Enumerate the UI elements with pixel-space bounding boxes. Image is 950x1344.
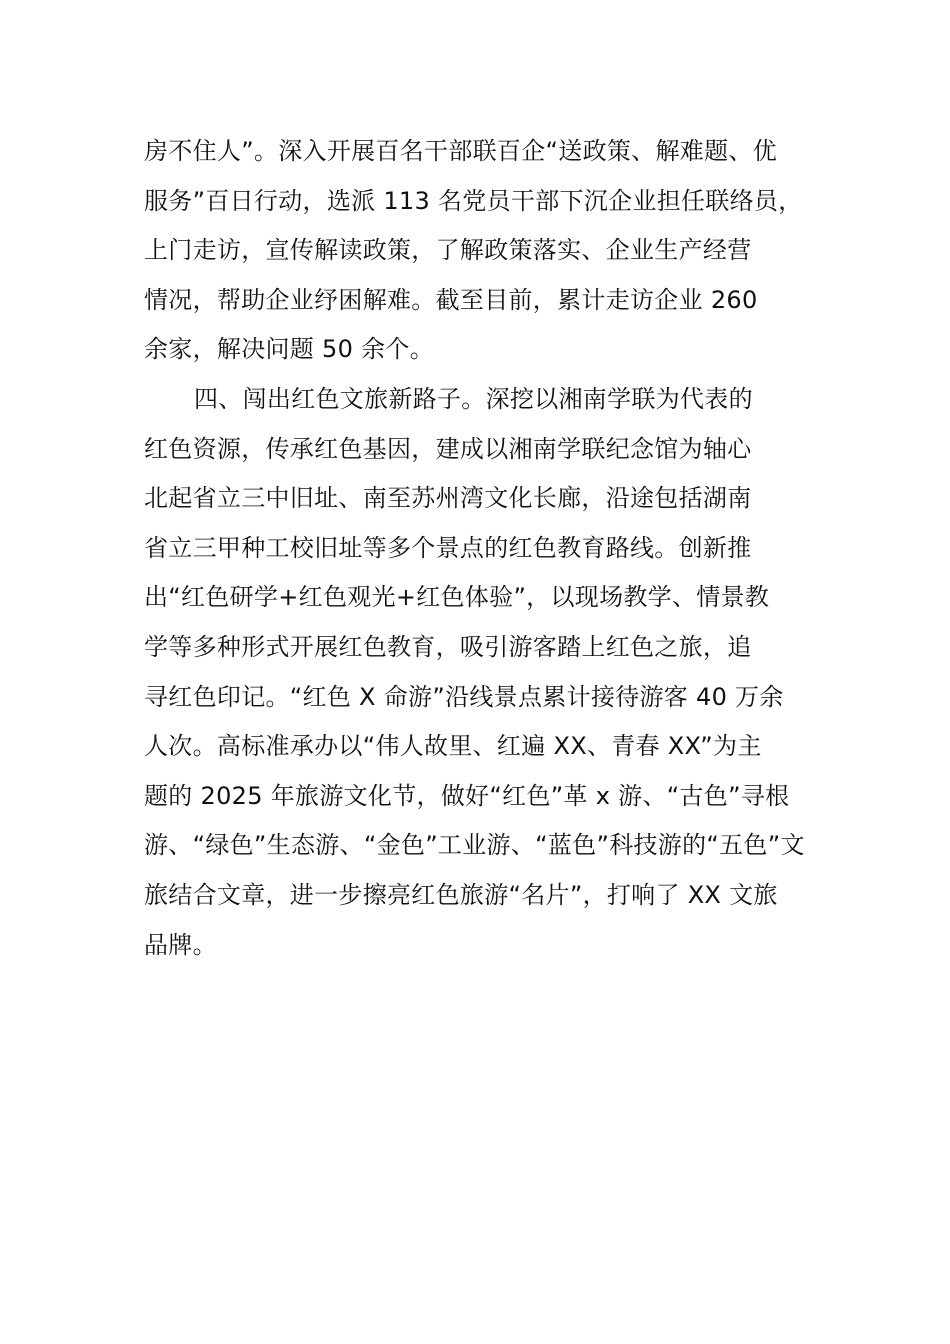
text-line: 人次。高标准承办以“伟人故里、红遍 XX、青春 XX”为主 (144, 732, 762, 761)
text-line: 服务”百日行动，选派 113 名党员干部下沉企业担任联络员， (144, 186, 803, 215)
body-text (144, 127, 834, 970)
text-line: 省立三甲种工校旧址等多个景点的红色教育路线。创新推 (144, 533, 752, 562)
text-line: 房不住人”。深入开展百名干部联百企“送政策、解难题、优 (144, 137, 777, 165)
text-line: 题的 2025 年旅游文化节，做好“红色”革 x 游、“古色”寻根 (144, 781, 790, 810)
paragraph-policy-service (144, 127, 834, 375)
text-line: 出“红色研学+红色观光+红色体验”，以现场教学、情景教 (144, 583, 770, 612)
text-line: 游、“绿色”生态游、“金色”工业游、“蓝色”科技游的“五色”文 (144, 831, 805, 860)
text-line: 学等多种形式开展红色教育，吸引游客踏上红色之旅，追 (144, 632, 752, 661)
text-line: 四、闯出红色文旅新路子。深挖以湘南学联为代表的 (194, 384, 753, 413)
text-line: 品牌。 (144, 930, 217, 959)
text-line: 上门走访，宣传解读政策，了解政策落实、企业生产经营 (144, 236, 752, 265)
text-line: 情况，帮助企业纾困解难。截至目前，累计走访企业 260 (144, 285, 758, 314)
text-line: 余家，解决问题 50 余个。 (144, 335, 434, 364)
text-line: 红色资源，传承红色基因，建成以湘南学联纪念馆为轴心 (144, 434, 752, 463)
paragraph-red-tourism (144, 375, 834, 970)
text-line: 寻红色印记。“红色 X 命游”沿线景点累计接待游客 40 万余 (144, 682, 784, 711)
text-line: 旅结合文章，进一步擦亮红色旅游“名片”，打响了 XX 文旅 (144, 880, 778, 909)
text-line: 北起省立三中旧址、南至苏州湾文化长廊，沿途包括湖南 (144, 484, 752, 513)
